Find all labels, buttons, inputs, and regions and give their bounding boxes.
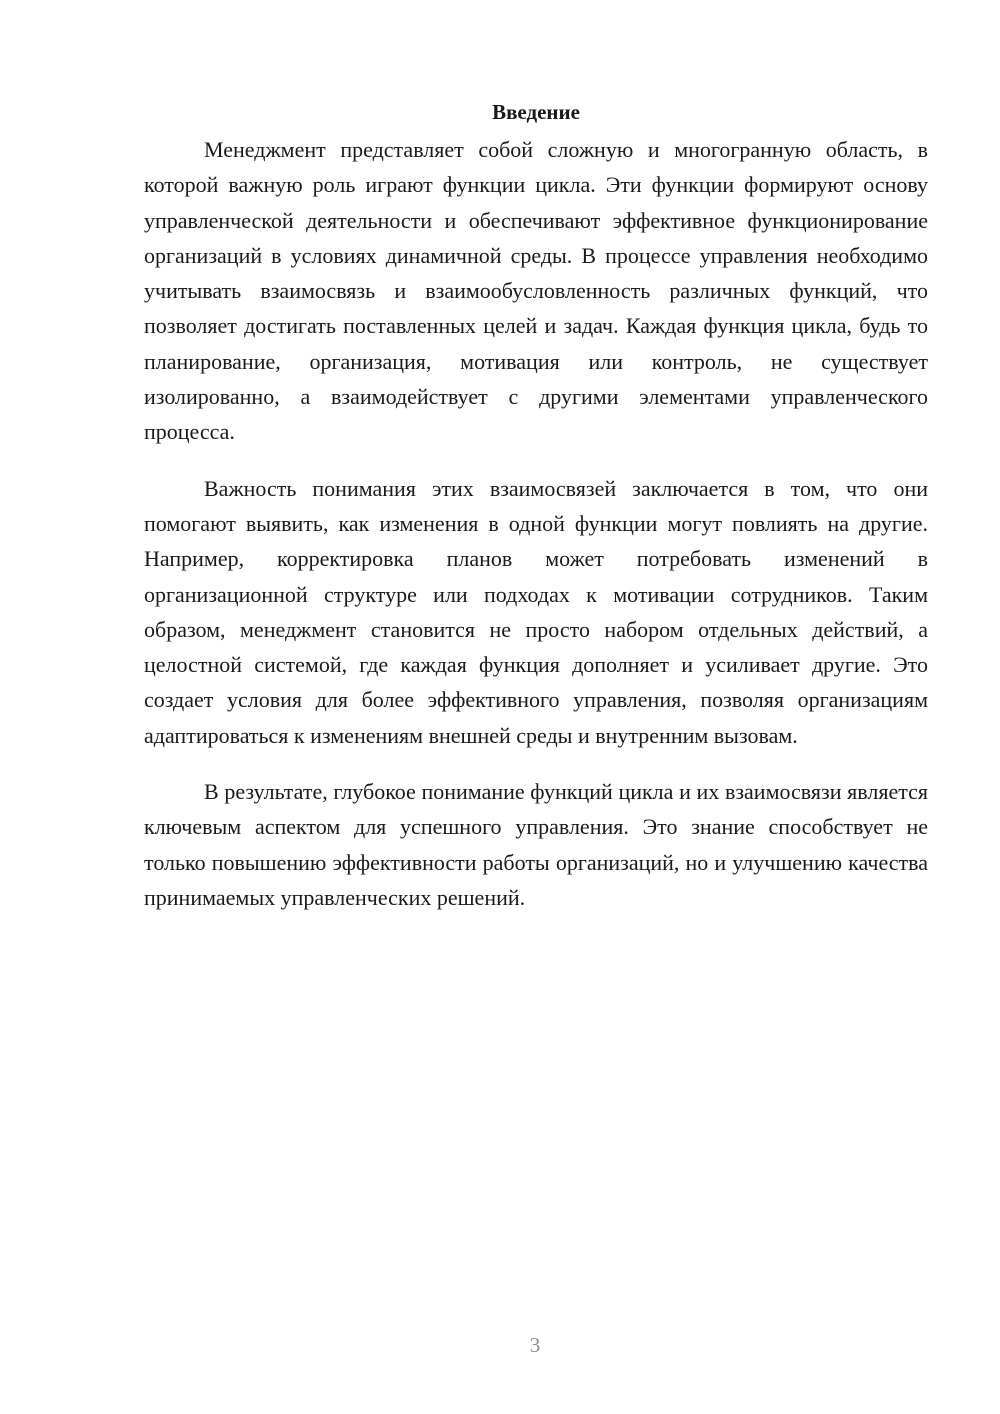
page-number: 3 [529, 1333, 541, 1357]
paragraph-2: Важность понимания этих взаимосвязей заключается в том, что они помогают выявить, как изменения в одной функции могут повлиять на другие. Например, корректировка планов может потребовать изменений в организационной структуре или подходах к мотивации сотрудников. Таким образом, менеджмент становится не просто набором отдельных действий, а целостной системой, где каждая функция дополняет и усиливает другие. Это создает условия для более эффективного управления, позволяя организациям адаптироваться к изменениям внешней среды и внутренним вызовам. [144, 475, 928, 748]
page-content [144, 92, 928, 915]
paragraph-3: В результате, глубокое понимание функций цикла и их взаимосвязи является ключевым аспектом для успешного управления. Это знание способствует не только повышению эффективности работы организаций, но и улучшению качества принимаемых управленческих решений. [144, 779, 928, 910]
section-heading: Введение [492, 100, 580, 124]
paragraph-1: Менеджмент представляет собой сложную и многогранную область, в которой важную роль играют функции цикла. Эти функции формируют основу управленческой деятельности и обеспечивают эффективное функционирование организаций в условиях динамичной среды. В процессе управления необходимо учитывать взаимосвязь и взаимообусловленность различных функций, что позволяет достигать поставленных целей и задач. Каждая функция цикла, будь то планирование, организация, мотивация или контроль, не существует изолированно, а взаимодействует с другими элементами управленческого процесса. [144, 137, 928, 445]
